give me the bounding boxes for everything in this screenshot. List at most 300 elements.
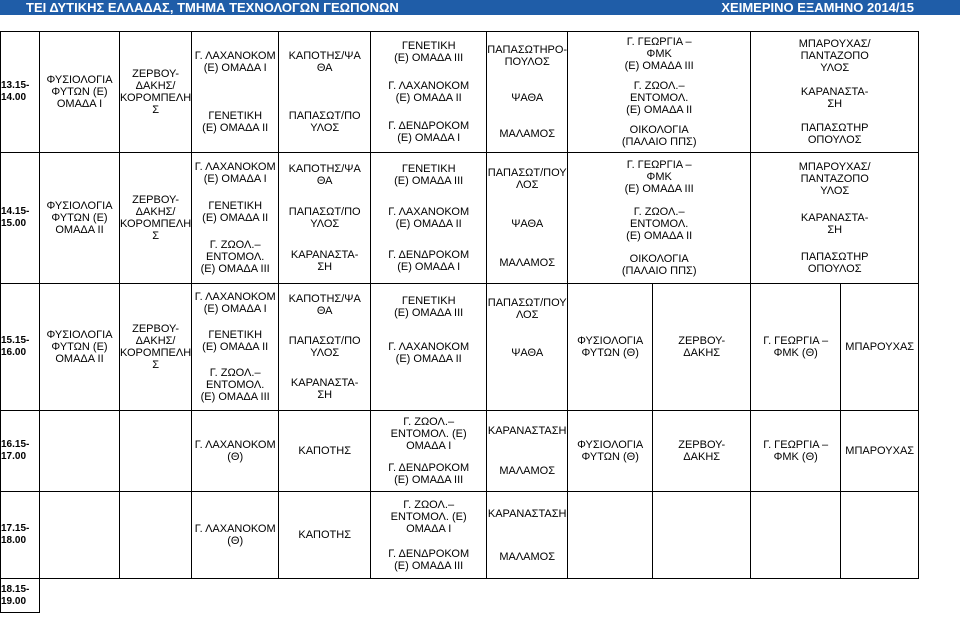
cell-entries — [487, 492, 567, 578]
schedule-cell — [120, 32, 192, 153]
schedule-cell — [279, 153, 371, 284]
page-header — [0, 0, 960, 15]
course-entry-line: ΜΑΛΑΜΟΣ — [499, 128, 556, 140]
cell-entries — [192, 411, 278, 491]
course-entry-line: (Ε) ΟΜΑΔΑ ΙΙΙ — [624, 60, 694, 72]
course-entry — [192, 329, 278, 353]
cell-entries — [751, 32, 918, 152]
course-entry-line: ΕΝΤΟΜΟΛ. — [206, 379, 265, 391]
time-slot-cell — [1, 579, 40, 613]
course-entry-line: (Ε) ΟΜΑΔΑ ΙΙΙ — [624, 182, 694, 195]
course-entry-line — [487, 385, 567, 397]
cell-entries — [568, 32, 750, 152]
time-slot-line: 17.15- — [1, 523, 30, 534]
course-entry-line: ΔΑΚΗΣ/ — [135, 335, 176, 347]
course-entry-line — [40, 445, 119, 457]
course-entry — [40, 74, 119, 110]
schedule-cell — [751, 153, 919, 284]
schedule-cell — [371, 153, 487, 284]
course-entry — [487, 128, 567, 140]
cell-entries — [279, 153, 370, 283]
course-entry-line: ΜΑΛΑΜΟΣ — [499, 257, 556, 270]
course-entry-line: ΟΠΟΥΛΟΣ — [807, 263, 862, 276]
schedule-cell — [751, 411, 841, 492]
course-entry-line: Γ. ΖΩΟΛ.– — [403, 416, 455, 428]
course-entry-line: (Ε) ΟΜΑΔΑ ΙΙ — [395, 217, 462, 230]
course-entry — [192, 239, 278, 275]
cell-entries — [279, 32, 370, 152]
course-entry — [279, 529, 370, 541]
course-entry-line: ΠΑΠΑΣΩΤ/ΠΟΥ — [487, 166, 567, 179]
course-entry — [279, 377, 370, 401]
course-entry-line: ΜΑΛΑΜΟΣ — [499, 465, 556, 477]
course-entry-line: ΟΜΑΔΑ ΙΙ — [55, 353, 104, 365]
course-entry-line: (Ε) ΟΜΑΔΑ ΙΙΙ — [394, 559, 464, 572]
schedule-cell — [192, 411, 279, 492]
course-entry-line: (Ε) ΟΜΑΔΑ ΙΙΙ — [394, 52, 464, 64]
course-entry-line: Γ. ΔΕΝΔΡΟΚΟΜ — [388, 547, 470, 560]
schedule-row — [1, 492, 919, 579]
course-entry — [841, 445, 918, 457]
course-entry-line: Σ — [152, 104, 159, 116]
cell-entries — [120, 284, 191, 410]
course-entry-line: Γ. ΖΩΟΛ.– — [209, 367, 261, 379]
course-entry — [487, 297, 567, 321]
time-slot-cell — [1, 153, 40, 284]
course-entry-line: ΖΕΡΒΟΥ- — [132, 68, 180, 80]
course-entry-line: ΔΑΚΗΣ — [683, 451, 721, 463]
course-entry — [40, 529, 119, 541]
course-entry — [653, 439, 750, 463]
course-entry — [279, 445, 370, 457]
course-entry — [751, 161, 918, 197]
course-entry-line: (Ε) ΟΜΑΔΑ Ι — [203, 172, 267, 185]
header-institution: ΤΕΙ ΔΥΤΙΚΗΣ ΕΛΛΑΔΑΣ, ΤΜΗΜΑ ΤΕΧΝΟΛΟΓΩΝ ΓΕΩΠΟΝΩΝ — [26, 0, 399, 15]
time-slot-line: 19.00 — [1, 595, 27, 607]
schedule-cell — [371, 284, 487, 411]
cell-entries — [120, 411, 191, 491]
course-entry-line: (ΠΑΛΑΙΟ ΠΠΣ) — [621, 265, 697, 278]
course-entry-line: ΦΥΤΩΝ (Θ) — [581, 451, 639, 463]
course-entry — [653, 335, 750, 359]
course-entry — [371, 341, 486, 365]
course-entry — [841, 529, 918, 541]
course-entry-line: (Ε) ΟΜΑΔΑ ΙΙ — [202, 341, 269, 353]
course-entry — [653, 529, 750, 541]
course-entry — [568, 529, 652, 541]
course-entry-line: ΛΟΣ — [515, 309, 539, 321]
course-entry-line: ΔΑΚΗΣ/ — [135, 80, 176, 92]
course-entry — [751, 529, 840, 541]
course-entry — [751, 86, 918, 110]
cell-entries — [841, 284, 918, 410]
course-entry-line: ΛΟΣ — [515, 178, 539, 191]
time-slot-cell — [1, 32, 40, 153]
course-entry-line: ΠΑΠΑΣΩΤΗΡ — [800, 251, 869, 264]
course-entry-line: ΚΑΡΑΝΑΣΤΑΣΗ — [487, 425, 567, 437]
course-entry — [192, 291, 278, 315]
schedule-cell — [371, 492, 487, 579]
course-entry-line: ΖΕΡΒΟΥ- — [678, 335, 726, 347]
cell-entries — [192, 32, 278, 152]
course-entry — [487, 551, 567, 563]
schedule-cell — [653, 284, 751, 411]
time-slot-line: 18.00 — [1, 535, 27, 546]
cell-entries — [751, 284, 840, 410]
course-entry — [487, 425, 567, 437]
schedule-cell — [653, 411, 751, 492]
time-slot-cell — [1, 284, 40, 411]
course-entry — [487, 167, 567, 191]
schedule-cell — [841, 284, 919, 411]
course-entry — [487, 508, 567, 520]
course-entry-line: ΠΑΠΑΣΩΤΗΡΟ- — [487, 44, 568, 56]
course-entry-line: ΕΝΤΟΜΟΛ. — [206, 251, 265, 264]
course-entry — [371, 249, 486, 273]
schedule-cell — [40, 32, 120, 153]
course-entry — [371, 499, 486, 535]
course-entry — [568, 159, 750, 195]
cell-entries — [371, 32, 486, 152]
schedule-cell — [192, 492, 279, 579]
cell-entries — [120, 153, 191, 283]
schedule-cell — [40, 153, 120, 284]
course-entry-line: ΓΕΝΕΤΙΚΗ — [208, 329, 263, 341]
course-entry — [751, 439, 840, 463]
schedule-cell — [279, 411, 371, 492]
time-slot-line: 14.15- — [1, 206, 30, 217]
time-slot-cell — [1, 411, 40, 492]
course-entry-line — [653, 529, 750, 541]
course-entry-line: ΟΙΚΟΛΟΓΙΑ — [629, 253, 689, 266]
course-entry-line: ΓΕΝΕΤΙΚΗ — [401, 162, 456, 175]
schedule-cell — [279, 32, 371, 153]
schedule-row — [1, 153, 919, 284]
schedule-cell — [653, 492, 751, 579]
course-entry-line: (Ε) ΟΜΑΔΑ ΙΙΙ — [394, 174, 464, 187]
schedule-cell — [751, 492, 841, 579]
course-entry — [371, 80, 486, 104]
course-entry-line: Γ. ΔΕΝΔΡΟΚΟΜ — [388, 120, 470, 132]
course-entry-line: ΚΟΡΟΜΠΕΛΗ — [120, 218, 192, 230]
course-entry-line: ΖΕΡΒΟΥ- — [678, 439, 726, 451]
cell-entries — [120, 492, 191, 578]
course-entry-line: ΥΛΟΣ — [310, 217, 340, 230]
course-entry-line: (Ε) ΟΜΑΔΑ Ι — [203, 303, 267, 315]
schedule-cell — [371, 411, 487, 492]
schedule-cell — [120, 153, 192, 284]
cell-entries — [371, 284, 486, 410]
schedule-cell — [120, 492, 192, 579]
schedule-cell — [371, 32, 487, 153]
schedule-table — [0, 31, 919, 613]
header-semester: ΧΕΙΜΕΡΙΝΟ ΕΞΑΜΗΝΟ 2014/15 — [721, 0, 914, 15]
course-entry — [120, 323, 191, 371]
course-entry-line: Σ — [152, 230, 159, 242]
course-entry-line: ΓΕΝΕΤΙΚΗ — [208, 110, 263, 122]
course-entry-line: ΦΜΚ (Θ) — [773, 347, 818, 359]
cell-entries — [192, 492, 278, 578]
cell-entries — [192, 153, 278, 283]
course-entry-line: ΟΜΑΔΑ Ι — [406, 440, 452, 452]
course-entry-line: (Θ) — [227, 535, 244, 547]
course-entry-line: (Ε) ΟΜΑΔΑ Ι — [397, 261, 461, 274]
course-entry-line: ΦΥΣΙΟΛΟΓΙΑ — [577, 439, 644, 451]
course-entry-line: ΦΜΚ (Θ) — [773, 451, 818, 463]
course-entry — [751, 212, 918, 236]
cell-entries — [40, 411, 119, 491]
course-entry-line: (Ε) ΟΜΑΔΑ ΙΙ — [626, 104, 693, 116]
course-entry — [487, 465, 567, 477]
course-entry-line: ΓΕΝΕΤΙΚΗ — [208, 199, 263, 212]
schedule-cell — [841, 411, 919, 492]
cell-entries — [487, 153, 567, 283]
course-entry — [192, 523, 278, 547]
course-entry-line: ΠΑΠΑΣΩΤΗΡ — [800, 122, 869, 134]
course-entry — [751, 122, 918, 146]
course-entry — [371, 206, 486, 230]
course-entry-line: Γ. ΖΩΟΛ.– — [633, 205, 685, 218]
course-entry — [487, 385, 567, 397]
course-entry — [371, 416, 486, 452]
course-entry — [568, 206, 750, 242]
course-entry-line: ΚΑΡΑΝΑΣΤΑ- — [290, 249, 359, 262]
course-entry-line: Γ. ΔΕΝΔΡΟΚΟΜ — [388, 249, 470, 262]
course-entry-line: Γ. ΛΑΧΑΝΟΚΟΜ — [194, 50, 276, 62]
course-entry — [120, 68, 191, 116]
course-entry-line: ΟΜΑΔΑ Ι — [56, 98, 103, 110]
course-entry-line: ΚΑΡΑΝΑΣΤΑΣΗ — [487, 507, 567, 520]
course-entry-line: (Ε) ΟΜΑΔΑ Ι — [203, 62, 267, 74]
cell-entries — [487, 411, 567, 491]
course-entry-line: ΦΥΣΙΟΛΟΓΙΑ — [577, 335, 644, 347]
course-entry-line: (Ε) ΟΜΑΔΑ ΙΙ — [626, 229, 693, 242]
course-entry — [841, 341, 918, 353]
course-entry — [279, 249, 370, 273]
schedule-cell — [568, 153, 751, 284]
cell-entries — [568, 153, 750, 283]
course-entry — [192, 367, 278, 403]
course-entry-line: (Ε) ΟΜΑΔΑ ΙΙ — [202, 211, 269, 224]
course-entry-line: Γ. ΛΑΧΑΝΟΚΟΜ — [194, 291, 276, 303]
course-entry-line: ΟΜΑΔΑ Ι — [406, 522, 452, 535]
schedule-cell — [568, 284, 653, 411]
course-entry — [192, 50, 278, 74]
schedule-row — [1, 411, 919, 492]
course-entry — [120, 529, 191, 541]
schedule-cell — [487, 153, 568, 284]
course-entry — [487, 44, 567, 68]
cell-entries — [487, 32, 567, 152]
cell-entries — [653, 411, 750, 491]
course-entry-line: (Ε) ΟΜΑΔΑ ΙΙΙ — [200, 263, 270, 276]
cell-entries — [371, 492, 486, 578]
course-entry — [279, 293, 370, 317]
course-entry-line: ΠΑΠΑΣΩΤ/ΠΟΥ — [487, 297, 567, 309]
course-entry-line: Γ. ΛΑΧΑΝΟΚΟΜ — [194, 523, 276, 535]
course-entry-line: ΣΗ — [827, 98, 843, 110]
course-entry — [371, 163, 486, 187]
course-entry-line: ΚΑΠΟΤΗΣ — [298, 445, 351, 457]
course-entry-line: ΜΠΑΡΟΥΧΑΣ — [845, 445, 915, 457]
course-entry — [279, 163, 370, 187]
course-entry-line: Γ. ΖΩΟΛ.– — [633, 80, 685, 92]
course-entry-line: ΨΑΘΑ — [511, 217, 544, 230]
schedule-cell — [40, 411, 120, 492]
course-entry-line: ΦΜΚ — [646, 170, 672, 183]
course-entry-line: (Ε) ΟΜΑΔΑ ΙΙ — [395, 353, 462, 365]
course-entry-line: ΘΑ — [316, 174, 333, 187]
cell-entries — [40, 153, 119, 283]
schedule-cell — [192, 284, 279, 411]
course-entry — [751, 38, 918, 74]
course-entry-line: ΦΥΤΩΝ (Ε) — [51, 86, 108, 98]
schedule-cell — [487, 32, 568, 153]
course-entry-line: (Ε) ΟΜΑΔΑ ΙΙΙ — [394, 307, 464, 319]
course-entry-line: ΔΑΚΗΣ/ — [135, 206, 176, 218]
course-entry-line — [751, 529, 840, 541]
schedule-cell — [487, 411, 568, 492]
course-entry-line: ΥΛΟΣ — [310, 122, 340, 134]
course-entry-line: ΖΕΡΒΟΥ- — [132, 323, 180, 335]
course-entry-line: ΥΛΟΣ — [310, 347, 340, 359]
course-entry-line: ΠΟΥΛΟΣ — [504, 56, 550, 68]
course-entry-line: ΟΜΑΔΑ ΙΙ — [55, 224, 104, 236]
course-entry — [192, 110, 278, 134]
cell-entries — [841, 411, 918, 491]
course-entry — [40, 329, 119, 365]
cell-entries — [751, 411, 840, 491]
course-entry — [568, 124, 750, 148]
course-entry-line: ΨΑΘΑ — [511, 92, 544, 104]
course-entry-line: ΦΥΤΩΝ (Ε) — [51, 212, 108, 224]
course-entry-line — [40, 529, 119, 541]
schedule-cell — [568, 411, 653, 492]
course-entry — [371, 120, 486, 144]
schedule-cell — [487, 284, 568, 411]
cell-entries — [751, 492, 840, 578]
course-entry-line: ΕΝΤΟΜΟΛ. — [630, 217, 689, 230]
course-entry-line: ΥΛΟΣ — [820, 62, 850, 74]
course-entry — [568, 36, 750, 72]
schedule-cell — [841, 492, 919, 579]
time-slot-line: 16.15- — [1, 439, 30, 450]
course-entry-line: ΚΟΡΟΜΠΕΛΗ — [120, 347, 192, 359]
course-entry-line: (ΠΑΛΑΙΟ ΠΠΣ) — [621, 136, 697, 148]
cell-entries — [568, 411, 652, 491]
course-entry — [568, 335, 652, 359]
time-slot-line: 16.00 — [1, 347, 27, 358]
course-entry — [487, 92, 567, 104]
course-entry — [279, 50, 370, 74]
course-entry — [371, 40, 486, 64]
time-slot-line: 13.15- — [1, 80, 30, 91]
course-entry-line: Γ. ΛΑΧΑΝΟΚΟΜ — [388, 341, 470, 353]
cell-entries — [279, 284, 370, 410]
cell-entries — [568, 492, 652, 578]
course-entry — [568, 439, 652, 463]
course-entry — [279, 335, 370, 359]
schedule-cell — [40, 492, 120, 579]
schedule-cell — [568, 32, 751, 153]
course-entry-line: Γ. ΓΕΩΡΓΙΑ – — [763, 439, 829, 451]
course-entry-line: ΚΑΡΑΝΑΣΤΑ- — [290, 377, 359, 389]
cell-entries — [120, 32, 191, 152]
time-slot-line: 17.00 — [1, 451, 27, 462]
course-entry-line: ΦΥΤΩΝ (Θ) — [581, 347, 639, 359]
schedule-cell — [279, 284, 371, 411]
time-slot-line: 15.15- — [1, 335, 30, 346]
course-entry — [371, 295, 486, 319]
course-entry-line: (Ε) ΟΜΑΔΑ ΙΙ — [395, 92, 462, 104]
course-entry-line: ΣΗ — [827, 223, 843, 236]
cell-entries — [192, 284, 278, 410]
course-entry-line: Γ. ΓΕΩΡΓΙΑ – — [763, 335, 829, 347]
course-entry-line: ΣΗ — [317, 389, 333, 401]
course-entry-line — [841, 529, 918, 541]
course-entry-line: ΜΠΑΡΟΥΧΑΣ/ — [798, 38, 871, 50]
course-entry-line: ΜΑΛΑΜΟΣ — [499, 550, 556, 563]
course-entry — [371, 387, 486, 399]
empty-slot-cell — [40, 579, 919, 613]
time-slot-cell — [1, 492, 40, 579]
course-entry — [279, 110, 370, 134]
cell-entries — [40, 32, 119, 152]
course-entry-line: ΠΑΠΑΣΩΤ/ΠΟ — [288, 205, 361, 218]
course-entry-line: ΥΛΟΣ — [820, 184, 850, 197]
course-entry-line: ΖΕΡΒΟΥ- — [132, 194, 180, 206]
schedule-cell — [279, 492, 371, 579]
schedule-cell — [192, 153, 279, 284]
schedule-cell — [751, 284, 841, 411]
schedule-cell — [120, 284, 192, 411]
schedule-row — [1, 579, 919, 613]
cell-entries — [653, 492, 750, 578]
cell-entries — [279, 492, 370, 578]
course-entry — [120, 194, 191, 242]
course-entry-line: ΓΕΝΕΤΙΚΗ — [401, 40, 456, 52]
course-entry-line: ΕΝΤΟΜΟΛ. (Ε) — [390, 428, 467, 440]
course-entry-line: (Ε) ΟΜΑΔΑ ΙΙΙ — [394, 474, 464, 486]
course-entry-line: ΦΥΣΙΟΛΟΓΙΑ — [46, 329, 113, 341]
course-entry-line: ΨΑΘΑ — [511, 347, 544, 359]
schedule-cell — [751, 32, 919, 153]
course-entry-line — [371, 387, 486, 399]
cell-entries — [371, 153, 486, 283]
course-entry-line: Σ — [152, 359, 159, 371]
course-entry — [568, 80, 750, 116]
course-entry — [751, 335, 840, 359]
time-slot-line: 14.00 — [1, 92, 27, 103]
course-entry — [487, 257, 567, 269]
schedule-cell — [40, 284, 120, 411]
course-entry-line: Γ. ΛΑΧΑΝΟΚΟΜ — [194, 160, 276, 173]
cell-entries — [40, 284, 119, 410]
course-entry-line: ΕΝΤΟΜΟΛ. (Ε) — [390, 510, 467, 523]
course-entry-line: (Ε) ΟΜΑΔΑ ΙΙΙ — [200, 391, 270, 403]
course-entry — [192, 439, 278, 463]
course-entry-line: ΣΗ — [317, 261, 333, 274]
time-slot-line: 15.00 — [1, 218, 27, 229]
course-entry — [751, 251, 918, 275]
course-entry-line: (Ε) ΟΜΑΔΑ ΙΙ — [202, 122, 269, 134]
course-entry — [40, 445, 119, 457]
course-entry-line — [120, 529, 191, 541]
time-slot-line: 18.15- — [1, 583, 30, 595]
course-entry — [371, 548, 486, 572]
course-entry-line: ΚΑΠΟΤΗΣ — [298, 529, 351, 541]
schedule-cell — [192, 32, 279, 153]
